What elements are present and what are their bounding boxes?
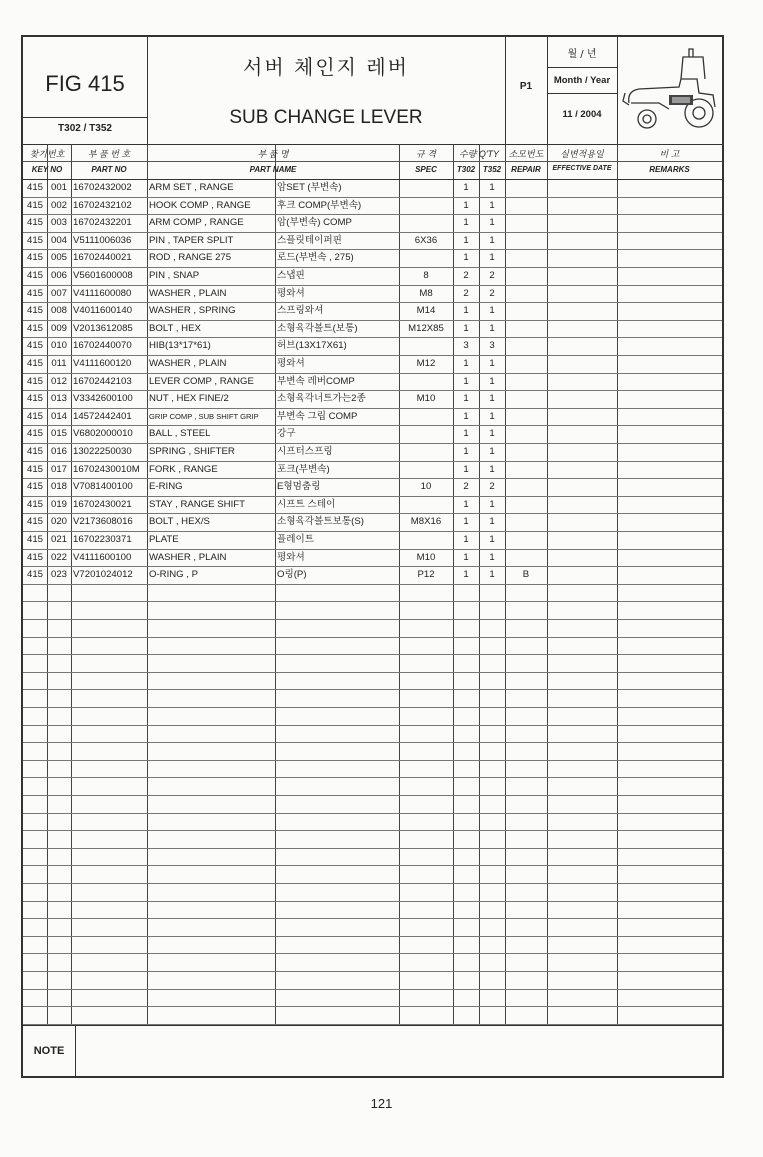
page-number: 121 [370,1096,393,1111]
cell-name-ko: 스냅핀 [277,270,305,281]
col-repair-en: REPAIR [511,165,541,174]
table-row [23,302,722,321]
cell-fig: 415 [26,182,43,193]
table-row [23,760,722,779]
cell-part: V7081400100 [73,481,133,493]
table-row [23,672,722,691]
cell-spec: M8 [419,287,433,299]
cell-part: 16702440021 [73,252,132,264]
cell-name-ko: 스프링와셔 [277,305,324,317]
cell-fig: 415 [26,534,43,545]
table-row [23,513,722,532]
cell-t352: 1 [489,393,495,405]
table-row [23,337,722,356]
cell-t352: 1 [489,516,495,528]
cell-spec: M14 [416,305,436,317]
cell-t352: 1 [489,375,495,387]
table-row [23,531,722,550]
cell-name-ko: 소형육각너트가는2종 [277,393,366,405]
cell-part: 13022250030 [73,446,132,457]
cell-part: 14572442401 [73,410,132,422]
col-spec-en: SPEC [415,165,437,174]
cell-name-en: WASHER , PLAIN [149,287,227,299]
cell-key: 012 [50,375,67,387]
cell-t302: 1 [463,234,469,246]
cell-t302: 1 [463,322,469,334]
table-row [23,478,722,497]
cell-key: 022 [50,551,67,563]
cell-key: 006 [50,270,67,281]
cell-t352: 2 [489,481,495,493]
cell-fig: 415 [26,428,43,440]
cell-t302: 1 [463,463,469,475]
cell-t302: 1 [463,393,469,405]
cell-spec: 8 [423,270,429,281]
cell-t352: 1 [489,410,495,422]
cell-part: V7201024012 [73,569,133,581]
col-eff-ko: 실변적용일 [560,149,604,159]
cell-t302: 2 [463,270,469,281]
cell-part: 16702430021 [73,498,132,510]
cell-fig: 415 [26,322,43,334]
cell-name-ko: 암SET (부변속) [277,182,342,193]
table-row [23,249,722,268]
date-label-english: Month / Year [553,75,611,86]
cell-part: 16702230371 [73,534,132,545]
cell-t302: 1 [463,358,469,369]
cell-name-ko: 강구 [277,428,296,440]
cell-t352: 3 [489,340,495,352]
cell-spec: M10 [416,551,436,563]
page-box [505,37,547,144]
cell-fig: 415 [26,375,43,387]
cell-fig: 415 [26,234,43,246]
cell-part: V3342600100 [73,393,133,405]
cell-fig: 415 [26,516,43,528]
cell-name-en: PIN , SNAP [149,270,200,281]
table-row [23,549,722,568]
table-row [23,654,722,673]
cell-fig: 415 [26,551,43,563]
cell-name-en: PIN , TAPER SPLIT [149,234,234,246]
cell-name-en: BOLT , HEX/S [149,516,210,528]
cell-key: 003 [50,217,67,229]
cell-part: V4011600140 [73,305,133,317]
tractor-icon [619,43,721,137]
cell-fig: 415 [26,340,43,352]
table-row [23,848,722,867]
title-korean: 서버 체인지 레버 [243,55,409,79]
cell-t302: 1 [463,252,469,264]
cell-name-en: GRIP COMP , SUB SHIFT GRIP [149,411,259,421]
cell-key: 015 [50,428,67,440]
table-row [23,232,722,251]
cell-t302: 1 [463,569,469,581]
table-row [23,320,722,339]
cell-t352: 1 [489,358,495,369]
col-qty: 수량 Q'TY [458,149,500,159]
cell-fig: 415 [26,463,43,475]
cell-t302: 1 [463,428,469,440]
cell-part: V2173608016 [73,516,133,528]
cell-spec: 10 [420,481,432,493]
cell-name-ko: 부변속 레버COMP [277,375,355,387]
table-row [23,725,722,744]
note-label: NOTE [23,1026,76,1077]
table-row [23,390,722,409]
figure-number: FIG 415 [45,71,125,96]
date-label-korean: 월 / 년 [567,49,597,60]
cell-t302: 1 [463,375,469,387]
table-row [23,373,722,392]
cell-t302: 1 [463,551,469,563]
cell-t352: 1 [489,551,495,563]
table-row [23,214,722,233]
cell-fig: 415 [26,270,43,281]
cell-key: 021 [50,534,67,545]
cell-fig: 415 [26,217,43,229]
col-t352: T352 [482,165,502,174]
cell-key: 017 [50,463,67,475]
cell-name-en: O-RING , P [149,569,199,581]
table-row [23,795,722,814]
col-name-en: PART NAME [249,165,297,174]
col-part-en: PART NO [91,165,127,174]
cell-spec: 6X36 [414,234,438,246]
table-row [23,566,722,585]
cell-fig: 415 [26,252,43,264]
col-rem-ko: 비 고 [659,149,680,159]
cell-t352: 1 [489,463,495,475]
cell-t302: 1 [463,498,469,510]
cell-t302: 1 [463,305,469,317]
cell-key: 001 [50,182,67,193]
cell-spec: M10 [416,393,436,405]
table-row [23,813,722,832]
cell-key: 023 [50,569,67,581]
table-row [23,918,722,937]
title-english: SUB CHANGE LEVER [229,107,423,128]
cell-name-ko: E형멈춤링 [277,481,321,493]
note-section [23,1025,722,1077]
cell-name-ko: 평와셔 [277,287,305,299]
cell-key: 016 [50,446,67,457]
page-label: P1 [519,81,533,92]
cell-t352: 2 [489,287,495,299]
cell-part: 16702432102 [73,199,132,211]
cell-name-ko: 평와셔 [277,551,305,563]
cell-t352: 1 [489,305,495,317]
table-row [23,179,722,198]
cell-key: 010 [50,340,67,352]
cell-part: 16702432002 [73,182,132,193]
cell-name-ko: 소형육각볼트보통(S) [277,516,364,528]
cell-part: V2013612085 [73,322,133,334]
table-row [23,197,722,216]
table-row [23,953,722,972]
cell-name-en: STAY , RANGE SHIFT [149,498,245,510]
cell-name-en: PLATE [149,534,179,545]
table-row [23,865,722,884]
cell-name-en: FORK , RANGE [149,463,218,475]
cell-name-ko: 로드(부변속 , 275) [277,252,354,264]
col-t302: T302 [456,165,476,174]
cell-fig: 415 [26,305,43,317]
cell-t302: 1 [463,410,469,422]
cell-t302: 1 [463,217,469,229]
table-header [23,144,722,180]
cell-t352: 1 [489,498,495,510]
cell-repair: B [522,569,530,581]
cell-fig: 415 [26,287,43,299]
table-row [23,601,722,620]
cell-key: 002 [50,199,67,211]
table-row [23,637,722,656]
table-row [23,461,722,480]
table-row [23,689,722,708]
cell-name-en: HIB(13*17*61) [149,340,211,352]
cell-name-en: NUT , HEX FINE/2 [149,393,229,405]
cell-t352: 2 [489,270,495,281]
cell-name-ko: 시프터스프링 [277,446,333,457]
cell-part: V6802000010 [73,428,133,440]
cell-t352: 1 [489,234,495,246]
cell-t352: 1 [489,252,495,264]
cell-name-ko: 부변속 그립 COMP [277,410,358,422]
cell-spec: M12X85 [408,322,444,334]
cell-key: 008 [50,305,67,317]
table-row [23,707,722,726]
cell-t352: 1 [489,569,495,581]
cell-t352: 1 [489,322,495,334]
cell-t302: 2 [463,287,469,299]
cell-name-en: BOLT , HEX [149,322,201,334]
table-row [23,425,722,444]
figure-box [23,37,147,144]
table-row [23,1006,722,1025]
cell-name-en: SPRING , SHIFTER [149,446,235,457]
table-row [23,989,722,1008]
col-rem-en: REMARKS [649,165,690,174]
table-row [23,971,722,990]
cell-part: V5601600008 [73,270,133,281]
cell-part: 16702432201 [73,217,132,229]
cell-fig: 415 [26,199,43,211]
cell-key: 007 [50,287,67,299]
table-row [23,742,722,761]
table-row [23,267,722,286]
date-box [547,37,617,144]
table-row [23,936,722,955]
cell-key: 009 [50,322,67,334]
cell-name-en: ARM COMP , RANGE [149,217,244,229]
cell-t352: 1 [489,446,495,457]
title-box [147,37,505,144]
table-row [23,443,722,462]
cell-name-en: WASHER , PLAIN [149,358,227,369]
col-key-en: KEY NO [31,165,63,174]
cell-name-en: WASHER , SPRING [149,305,236,317]
cell-part: 16702430010M [73,463,140,475]
cell-name-ko: 허브(13X17X61) [277,340,347,352]
cell-fig: 415 [26,481,43,493]
cell-key: 011 [51,358,67,369]
cell-t352: 1 [489,199,495,211]
cell-key: 018 [50,481,67,493]
cell-name-en: BALL , STEEL [149,428,211,440]
cell-fig: 415 [26,446,43,457]
cell-t352: 1 [489,428,495,440]
cell-name-en: ARM SET , RANGE [149,182,234,193]
cell-name-en: E-RING [149,481,183,493]
cell-part: 16702440070 [73,340,132,352]
cell-t352: 1 [489,182,495,193]
cell-key: 013 [50,393,67,405]
table-row [23,408,722,427]
col-key-ko: 찾기번호 [29,149,65,159]
cell-name-ko: 포크(부변속) [277,463,330,475]
cell-name-ko: O링(P) [277,569,307,581]
cell-name-ko: 플레이트 [277,534,315,545]
col-repair-ko: 소모번도 [508,149,544,159]
cell-spec: M8X16 [410,516,442,528]
cell-name-ko: 후크 COMP(부변속) [277,199,362,211]
table-row [23,584,722,603]
cell-part: V4111600100 [73,551,132,563]
table-row [23,883,722,902]
date-value: 11 / 2004 [562,109,602,120]
cell-spec: P12 [417,569,435,581]
cell-name-ko: 평와셔 [277,358,305,369]
cell-name-en: ROD , RANGE 275 [149,252,232,264]
cell-part: V4111600080 [73,287,132,299]
cell-t302: 2 [463,481,469,493]
table-row [23,901,722,920]
cell-key: 014 [50,410,67,422]
cell-fig: 415 [26,498,43,510]
cell-name-en: HOOK COMP , RANGE [149,199,251,211]
cell-fig: 415 [26,569,43,581]
cell-key: 020 [50,516,67,528]
cell-t302: 3 [463,340,469,352]
cell-name-ko: 스플릿테이퍼핀 [277,234,342,246]
cell-t302: 1 [463,199,469,211]
cell-t302: 1 [463,446,469,457]
model-list: T302 / T352 [58,123,112,134]
table-row [23,830,722,849]
cell-t302: 1 [463,534,469,545]
cell-name-ko: 소형육각볼트(보통) [277,322,358,334]
col-spec-ko: 규 격 [416,149,436,159]
cell-name-en: WASHER , PLAIN [149,551,227,563]
cell-t352: 1 [489,217,495,229]
cell-fig: 415 [26,410,43,422]
table-row [23,285,722,304]
cell-t302: 1 [463,182,469,193]
cell-key: 005 [50,252,67,264]
cell-name-ko: 시프트 스테이 [277,498,336,510]
cell-spec: M12 [416,358,436,369]
cell-name-ko: 암(부변속) COMP [277,217,352,229]
cell-part: 16702442103 [73,375,132,387]
parts-sheet-frame [21,35,724,1078]
cell-name-en: LEVER COMP , RANGE [149,375,254,387]
cell-part: V4111600120 [73,358,132,369]
col-eff-en: EFFECTIVE DATE [552,165,612,172]
cell-part: V5111006036 [73,234,132,246]
table-row [23,355,722,374]
cell-key: 019 [50,498,67,510]
cell-fig: 415 [26,393,43,405]
cell-key: 004 [50,234,67,246]
cell-fig: 415 [26,358,43,369]
table-row [23,619,722,638]
cell-t352: 1 [489,534,495,545]
col-part-ko: 부 품 번 호 [87,149,131,159]
cell-t302: 1 [463,516,469,528]
sheet-header [23,37,722,145]
table-row [23,777,722,796]
col-name-ko: 부 품 명 [257,149,289,159]
table-row [23,496,722,515]
